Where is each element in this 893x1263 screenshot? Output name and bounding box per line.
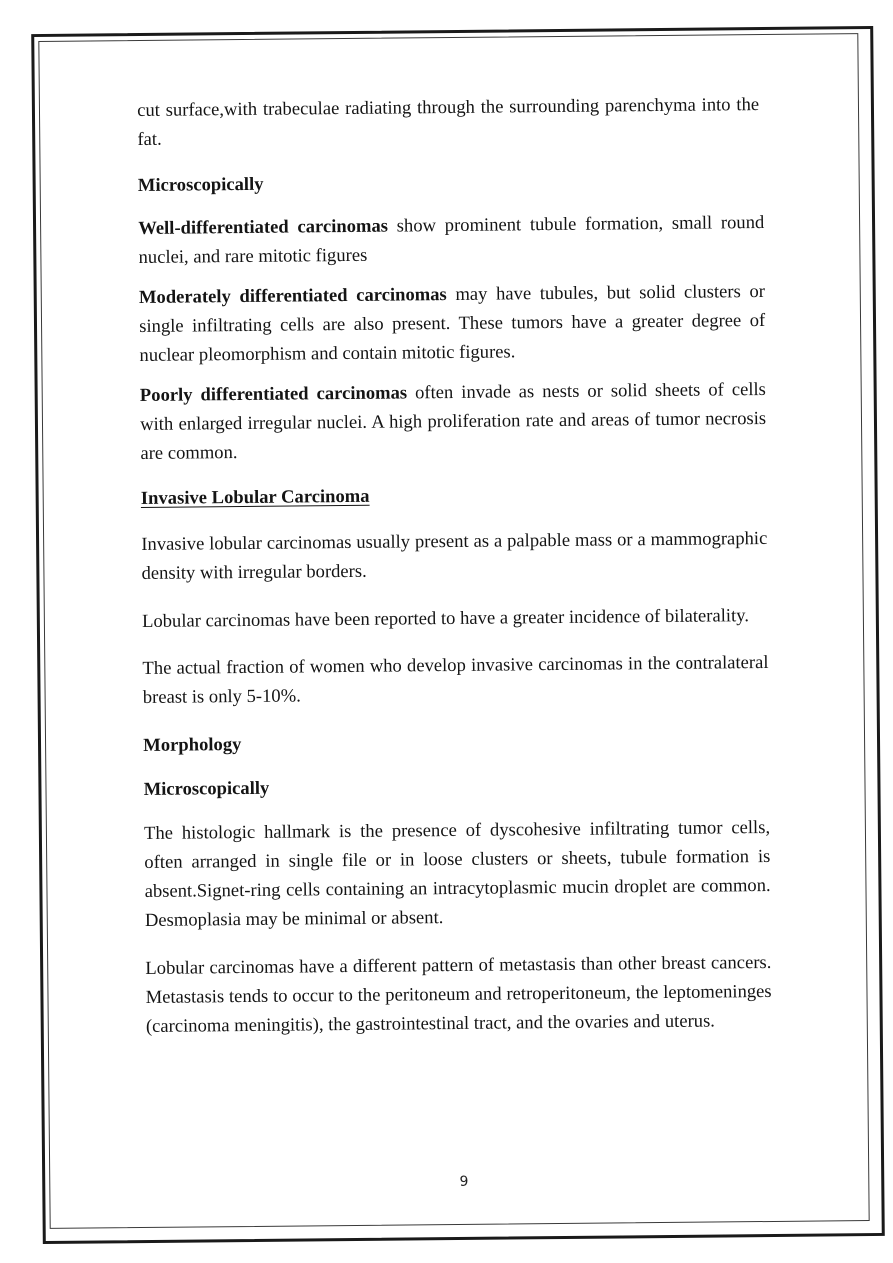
grade-text-moderate: may have tubules, but solid clusters or single infiltrating cells are also present. These tumors have a greater degree of nuclear pleomorphism and contain mitotic figures. (139, 280, 766, 366)
section-heading-microscopically-lobular: Microscopically (143, 777, 270, 800)
page-content (137, 90, 772, 1041)
grade-paragraph-moderate (139, 277, 766, 370)
grade-text-poor: often invade as nests or solid sheets of cells with enlarged irregular nuclei. A high proliferation rate and areas of tumor necrosis are common. (140, 378, 767, 464)
grade-text-well: show prominent tubule formation, small round nuclei, and rare mitotic figures (138, 211, 765, 268)
lobular-paragraph-2: Lobular carcinomas have been reported to have a greater incidence of bilaterality. (141, 605, 750, 632)
term-well-differentiated: Well-differentiated carcinomas (138, 215, 389, 239)
grade-paragraph-well (138, 208, 765, 272)
term-moderately-differentiated: Moderately differentiated carcinomas (138, 284, 447, 308)
page-number: 9 (459, 1174, 469, 1190)
term-poorly-differentiated: Poorly differentiated carcinomas (139, 382, 408, 406)
histology-paragraph: The histologic hallmark is the presence of dyscohesive infiltrating tumor cells, often arranged in single file or in loose clusters or sheets, tubule formation is absent.Signet-ring cells containing an intracytoplasmic mucin droplet are common. Desmoplasia may be minimal or absent. (143, 816, 771, 931)
intro-paragraph: cut surface,with trabeculae radiating through the surrounding parenchyma into the fat. (137, 94, 760, 150)
section-heading-invasive-lobular: Invasive Lobular Carcinoma (140, 485, 370, 509)
lobular-paragraph-3: The actual fraction of women who develop invasive carcinomas in the contralateral breast is only 5-10%. (142, 651, 769, 708)
section-heading-microscopically: Microscopically (137, 173, 264, 196)
metastasis-paragraph: Lobular carcinomas have a different pattern of metastasis than other breast cancers. Metastasis tends to occur to the peritoneum and retroperitoneum, the leptomeninges (carcinoma meningitis), the gastrointestinal tract, and the ovaries and uterus. (145, 951, 772, 1037)
grade-paragraph-poor (140, 375, 767, 468)
lobular-paragraph-1: Invasive lobular carcinomas usually present as a palpable mass or a mammographic density with irregular borders. (141, 527, 768, 584)
section-heading-morphology: Morphology (143, 734, 242, 756)
